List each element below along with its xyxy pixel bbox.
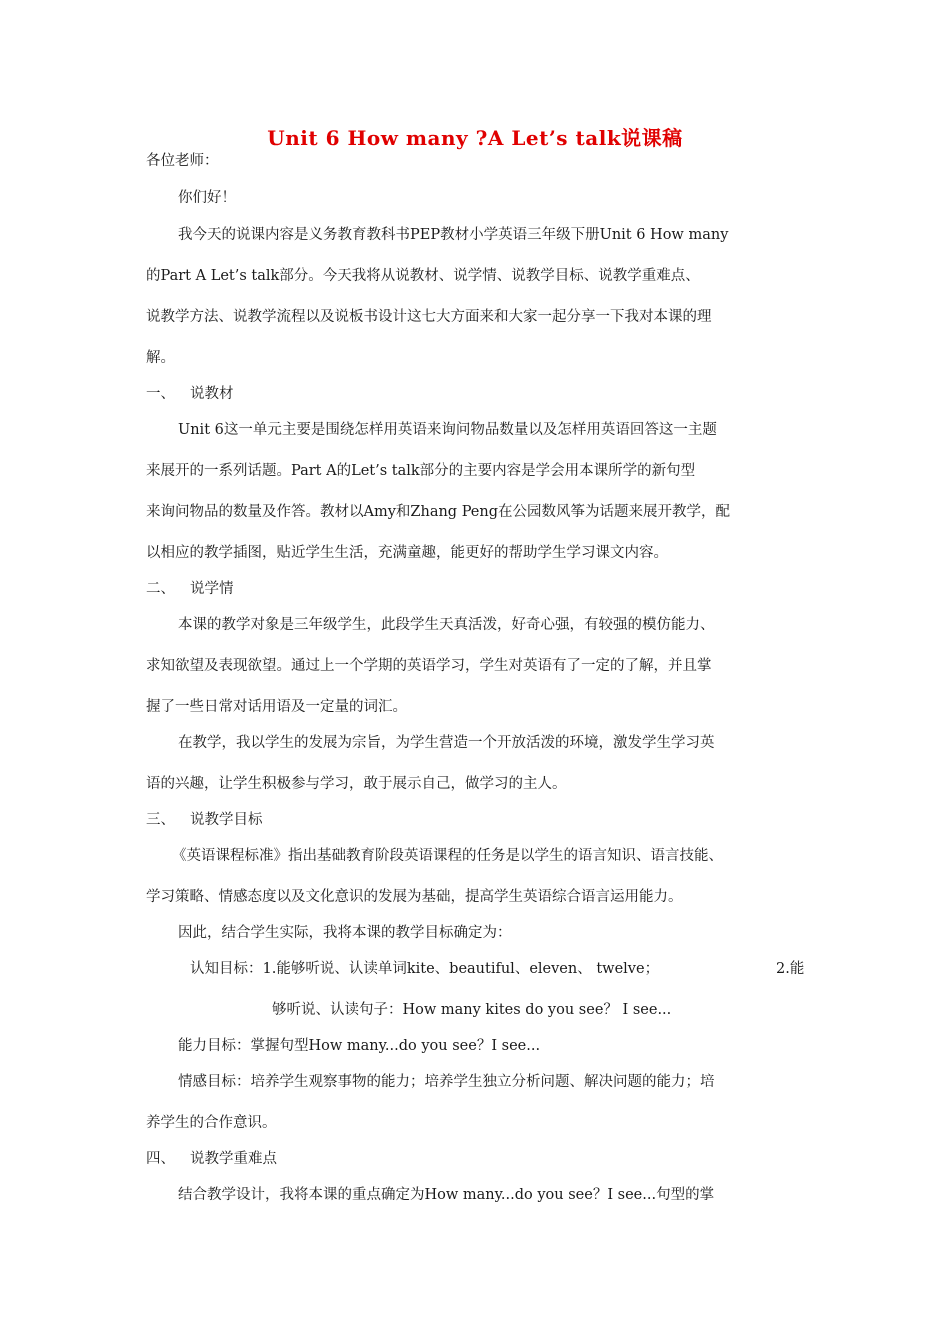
paragraph-line: 来展开的一系列话题。Part A的Let’s talk部分的主要内容是学会用本课所学的新句型 — [146, 463, 696, 479]
section-title: 说学情 — [190, 581, 234, 597]
paragraph-line: 认知目标：1.能够听说、认读单词kite、beautiful、eleven、 twelve； — [190, 961, 660, 977]
document-title: Unit 6 How many ?A Let’s talk说课稿 — [267, 126, 683, 150]
intro-line: 解。 — [146, 350, 175, 366]
paragraph-line: 求知欲望及表现欲望。通过上一个学期的英语学习，学生对英语有了一定的了解，并且掌 — [146, 658, 712, 674]
paragraph-line: 因此，结合学生实际，我将本课的教学目标确定为： — [178, 925, 512, 941]
paragraph-line: 学习策略、情感态度以及文化意识的发展为基础，提高学生英语综合语言运用能力。 — [146, 889, 683, 905]
section-number: 一、 — [146, 386, 175, 402]
intro-line: 我今天的说课内容是义务教育教科书PEP教材小学英语三年级下册Unit 6 How many — [178, 227, 729, 243]
paragraph-line: 在教学，我以学生的发展为宗旨，为学生营造一个开放活泼的环境，激发学生学习英 — [178, 735, 715, 751]
paragraph-line: 能力目标：掌握句型How many...do you see？I see... — [178, 1038, 541, 1054]
paragraph-line: 以相应的教学插图，贴近学生生活，充满童趣，能更好的帮助学生学习课文内容。 — [146, 545, 668, 561]
hello: 你们好！ — [178, 190, 236, 206]
paragraph-line: Unit 6这一单元主要是围绕怎样用英语来询问物品数量以及怎样用英语回答这一主题 — [178, 422, 717, 438]
greeting: 各位老师： — [146, 153, 219, 169]
section-number: 四、 — [146, 1151, 175, 1167]
intro-line: 的Part A Let’s talk部分。今天我将从说教材、说学情、说教学目标、说教学重难点、 — [146, 268, 700, 284]
section-number: 三、 — [146, 812, 175, 828]
paragraph-line: 情感目标：培养学生观察事物的能力；培养学生独立分析问题、解决问题的能力；培 — [178, 1074, 715, 1090]
intro-line: 说教学方法、说教学流程以及说板书设计这七大方面来和大家一起分享一下我对本课的理 — [146, 309, 712, 325]
paragraph-line: 够听说、认读句子：How many kites do you see？ I see... — [272, 1002, 672, 1018]
section-heading — [146, 1149, 277, 1169]
section-number: 二、 — [146, 581, 175, 597]
paragraph-line: 来询问物品的数量及作答。教材以Amy和Zhang Peng在公园数风筝为话题来展开教学，配 — [146, 504, 731, 520]
section-heading — [146, 384, 234, 404]
paragraph-line: 结合教学设计，我将本课的重点确定为How many...do you see？I see...句型的掌 — [178, 1187, 715, 1203]
section-heading — [146, 810, 263, 830]
paragraph-line: 语的兴趣，让学生积极参与学习，敢于展示自己，做学习的主人。 — [146, 776, 567, 792]
section-heading — [146, 579, 234, 599]
paragraph-line: 《英语课程标准》指出基础教育阶段英语课程的任务是以学生的语言知识、语言技能、 — [172, 848, 723, 864]
paragraph-line: 握了一些日常对话用语及一定量的词汇。 — [146, 699, 407, 715]
paragraph-line: 本课的教学对象是三年级学生，此段学生天真活泼，好奇心强，有较强的模仿能力、 — [178, 617, 715, 633]
section-title: 说教材 — [190, 386, 234, 402]
paragraph-line: 2.能 — [776, 961, 805, 977]
paragraph-line: 养学生的合作意识。 — [146, 1115, 277, 1131]
section-title: 说教学重难点 — [190, 1151, 277, 1167]
section-title: 说教学目标 — [190, 812, 263, 828]
